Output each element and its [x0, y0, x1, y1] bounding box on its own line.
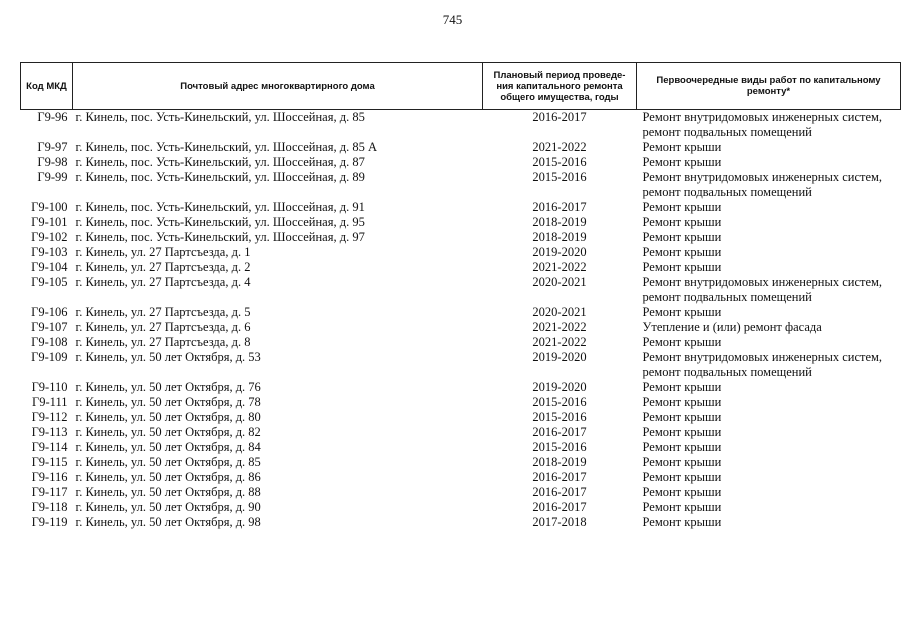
header-row [21, 63, 901, 110]
row-period: 2018-2019 [532, 230, 587, 244]
table-row [21, 350, 901, 380]
row-period: 2016-2017 [532, 110, 587, 124]
row-period: 2016-2017 [532, 500, 587, 514]
row-address: г. Кинель, ул. 27 Партсъезда, д. 6 [75, 320, 251, 334]
row-address: г. Кинель, ул. 27 Партсъезда, д. 2 [75, 260, 251, 274]
row-code: Г9-115 [31, 455, 68, 469]
row-period: 2016-2017 [532, 485, 587, 499]
row-period: 2016-2017 [532, 425, 587, 439]
row-period: 2021-2022 [532, 335, 587, 349]
row-code: Г9-111 [32, 395, 68, 409]
row-address: г. Кинель, пос. Усть-Кинельский, ул. Шоссейная, д. 87 [75, 155, 365, 169]
row-code: Г9-110 [31, 380, 68, 394]
row-code: Г9-113 [31, 425, 68, 439]
row-address: г. Кинель, ул. 50 лет Октября, д. 90 [75, 500, 261, 514]
row-code: Г9-105 [31, 275, 68, 289]
row-works: Ремонт крыши [642, 470, 722, 484]
table-row [21, 410, 901, 425]
row-works: Ремонт крыши [642, 230, 722, 244]
row-period: 2019-2020 [532, 245, 587, 259]
row-period: 2016-2017 [532, 200, 587, 214]
row-code: Г9-102 [31, 230, 68, 244]
row-address: г. Кинель, ул. 50 лет Октября, д. 78 [75, 395, 261, 409]
row-address: г. Кинель, пос. Усть-Кинельский, ул. Шоссейная, д. 95 [75, 215, 365, 229]
row-works: Ремонт крыши [642, 425, 722, 439]
row-works: Ремонт внутридомовых инженерных систем, ремонт подвальных помещений [642, 170, 883, 199]
table-row [21, 110, 901, 141]
row-works: Ремонт крыши [642, 515, 722, 529]
row-works: Утепление и (или) ремонт фасада [642, 320, 822, 334]
table-row [21, 140, 901, 155]
row-code: Г9-96 [37, 110, 68, 124]
row-code: Г9-103 [31, 245, 68, 259]
row-address: г. Кинель, ул. 50 лет Октября, д. 98 [75, 515, 261, 529]
row-code: Г9-106 [31, 305, 68, 319]
row-works: Ремонт крыши [642, 395, 722, 409]
row-code: Г9-100 [31, 200, 68, 214]
row-code: Г9-119 [31, 515, 68, 529]
row-period: 2019-2020 [532, 350, 587, 364]
row-code: Г9-114 [31, 440, 68, 454]
header-address: Почтовый адрес многоквартирного дома [73, 63, 483, 110]
row-address: г. Кинель, ул. 50 лет Октября, д. 53 [75, 350, 261, 364]
row-code: Г9-98 [37, 155, 68, 169]
row-works: Ремонт внутридомовых инженерных систем, ремонт подвальных помещений [642, 110, 883, 139]
table-row [21, 515, 901, 530]
row-works: Ремонт крыши [642, 260, 722, 274]
table-row [21, 500, 901, 515]
table-row [21, 245, 901, 260]
table-row [21, 260, 901, 275]
row-address: г. Кинель, ул. 27 Партсъезда, д. 5 [75, 305, 251, 319]
row-code: Г9-101 [31, 215, 68, 229]
row-period: 2015-2016 [532, 170, 587, 184]
row-works: Ремонт внутридомовых инженерных систем, ремонт подвальных помещений [642, 275, 883, 304]
row-period: 2021-2022 [532, 260, 587, 274]
row-period: 2017-2018 [532, 515, 587, 529]
row-works: Ремонт крыши [642, 335, 722, 349]
row-works: Ремонт крыши [642, 410, 722, 424]
table-row [21, 200, 901, 215]
row-period: 2018-2019 [532, 455, 587, 469]
row-period: 2016-2017 [532, 470, 587, 484]
table-row [21, 440, 901, 455]
row-address: г. Кинель, ул. 27 Партсъезда, д. 8 [75, 335, 251, 349]
row-code: Г9-108 [31, 335, 68, 349]
table-row [21, 380, 901, 395]
table-row [21, 425, 901, 440]
row-works: Ремонт крыши [642, 200, 722, 214]
row-works: Ремонт крыши [642, 380, 722, 394]
row-works: Ремонт крыши [642, 215, 722, 229]
row-period: 2020-2021 [532, 305, 587, 319]
table-header [21, 63, 901, 110]
row-address: г. Кинель, ул. 50 лет Октября, д. 88 [75, 485, 261, 499]
row-address: г. Кинель, ул. 27 Партсъезда, д. 4 [75, 275, 251, 289]
row-works: Ремонт внутридомовых инженерных систем, ремонт подвальных помещений [642, 350, 883, 379]
row-works: Ремонт крыши [642, 245, 722, 259]
row-address: г. Кинель, пос. Усть-Кинельский, ул. Шоссейная, д. 85 [75, 110, 365, 124]
table-body [21, 110, 901, 531]
row-period: 2018-2019 [532, 215, 587, 229]
page-number: 745 [442, 12, 463, 27]
row-code: Г9-112 [31, 410, 68, 424]
row-address: г. Кинель, ул. 50 лет Октября, д. 85 [75, 455, 261, 469]
row-code: Г9-116 [31, 470, 68, 484]
row-period: 2015-2016 [532, 395, 587, 409]
row-address: г. Кинель, ул. 50 лет Октября, д. 84 [75, 440, 261, 454]
table-row [21, 215, 901, 230]
row-address: г. Кинель, ул. 50 лет Октября, д. 82 [75, 425, 261, 439]
row-code: Г9-118 [31, 500, 68, 514]
row-period: 2015-2016 [532, 410, 587, 424]
header-period: Плановый период проведе-ния капитального ремонта общего имущества, годы [483, 63, 637, 110]
row-code: Г9-104 [31, 260, 68, 274]
table-row [21, 485, 901, 500]
table-row [21, 320, 901, 335]
header-works: Первоочередные виды работ по капитальному ремонту* [637, 63, 901, 110]
table-row [21, 305, 901, 320]
row-address: г. Кинель, ул. 50 лет Октября, д. 86 [75, 470, 261, 484]
row-code: Г9-97 [37, 140, 68, 154]
row-works: Ремонт крыши [642, 140, 722, 154]
row-address: г. Кинель, пос. Усть-Кинельский, ул. Шоссейная, д. 97 [75, 230, 365, 244]
row-address: г. Кинель, ул. 50 лет Октября, д. 76 [75, 380, 261, 394]
row-period: 2019-2020 [532, 380, 587, 394]
table-row [21, 155, 901, 170]
row-works: Ремонт крыши [642, 155, 722, 169]
row-code: Г9-107 [31, 320, 68, 334]
row-period: 2015-2016 [532, 155, 587, 169]
row-address: г. Кинель, пос. Усть-Кинельский, ул. Шоссейная, д. 85 А [75, 140, 377, 154]
table-row [21, 455, 901, 470]
table-row [21, 275, 901, 305]
table-row [21, 470, 901, 485]
header-code: Код МКД [21, 63, 73, 110]
row-code: Г9-117 [31, 485, 68, 499]
table-row [21, 335, 901, 350]
row-period: 2021-2022 [532, 320, 587, 334]
row-address: г. Кинель, пос. Усть-Кинельский, ул. Шоссейная, д. 89 [75, 170, 365, 184]
row-works: Ремонт крыши [642, 500, 722, 514]
table-row [21, 170, 901, 200]
capital-repair-table [20, 62, 901, 530]
table-row [21, 395, 901, 410]
row-address: г. Кинель, ул. 50 лет Октября, д. 80 [75, 410, 261, 424]
row-period: 2015-2016 [532, 440, 587, 454]
row-period: 2020-2021 [532, 275, 587, 289]
table-row [21, 230, 901, 245]
row-works: Ремонт крыши [642, 455, 722, 469]
row-works: Ремонт крыши [642, 485, 722, 499]
row-address: г. Кинель, пос. Усть-Кинельский, ул. Шоссейная, д. 91 [75, 200, 365, 214]
row-works: Ремонт крыши [642, 305, 722, 319]
row-address: г. Кинель, ул. 27 Партсъезда, д. 1 [75, 245, 251, 259]
row-period: 2021-2022 [532, 140, 587, 154]
row-code: Г9-109 [31, 350, 68, 364]
row-code: Г9-99 [37, 170, 68, 184]
row-works: Ремонт крыши [642, 440, 722, 454]
